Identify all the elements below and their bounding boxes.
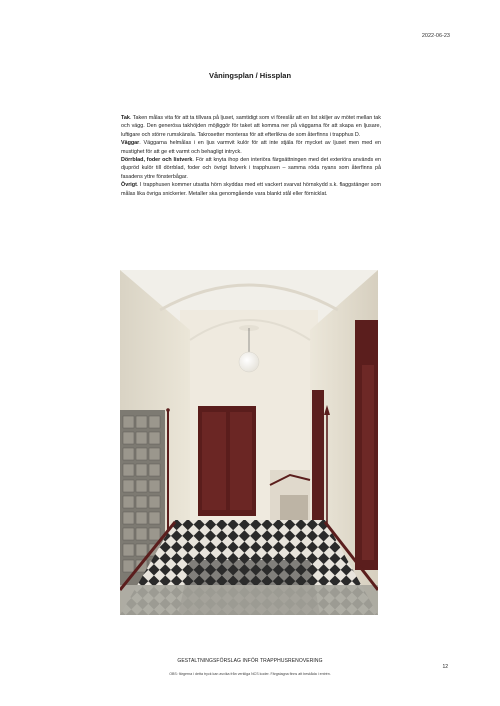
- page-number: 12: [442, 664, 448, 670]
- stairwell-rendering-image: [120, 270, 378, 615]
- body-text: [121, 114, 381, 198]
- text-vaggar: . Väggarna helmålas i en ljus varmvit kulör för att inte stjäla för mycket av ljuset men med en mustighet för att ge ett varmt och behagligt intryck.: [121, 140, 381, 155]
- paragraph-tak: [121, 114, 381, 139]
- page-title: Våningsplan / Hissplan: [208, 71, 292, 80]
- paragraph-vaggar: [121, 139, 381, 156]
- footnote: OBS: färgerna i detta tryck kan avvika från verkliga NCS koder. Färgstagna finns att beskåda i entrén.: [169, 672, 331, 676]
- paragraph-dorrblad: [121, 156, 381, 181]
- heading-ovrigt: Övrigt: [121, 182, 137, 189]
- heading-dorrblad: Dörrblad, foder och listverk: [121, 157, 193, 164]
- heading-tak: Tak: [121, 115, 130, 121]
- text-ovrigt: . I trapphusen kommer utsatta hörn skyddas med ett vackert svarvat hörnskydd s.k. flaggstänger som målas lika övriga snickerier. Metaller ska genomgående vara blankt stål eller förnicklat.: [121, 182, 381, 197]
- text-dorrblad: . För att knyta ihop den interiöra färgsättningen med det exteriöra används en djupröd kulör till dörrblad, foder och övrigt listverk i trapphusen – samma röda nyans som återfinns på fasadens yttre fönsterbågar.: [121, 157, 381, 180]
- heading-vaggar: Väggar: [121, 140, 140, 147]
- paragraph-ovrigt: [121, 181, 381, 198]
- document-footer: GESTALTNINGSFÖRSLAG INFÖR TRAPPHUSRENOVERING: [177, 658, 323, 664]
- document-date: 2022-06-23: [421, 33, 450, 39]
- text-tak: . Taken målas vita för att ta tillvara på ljuset, samtidigt som vi föreslår att en list skiljer av mötet mellan tak och vägg. Den generösa takhöjden möjliggör för taket att komma ner på väggarna för att skapa en ljusare, luftigare och större rumskänsla. Takrosetter monteras för att efterlikna de som återfinns i trapphus D.: [121, 115, 381, 138]
